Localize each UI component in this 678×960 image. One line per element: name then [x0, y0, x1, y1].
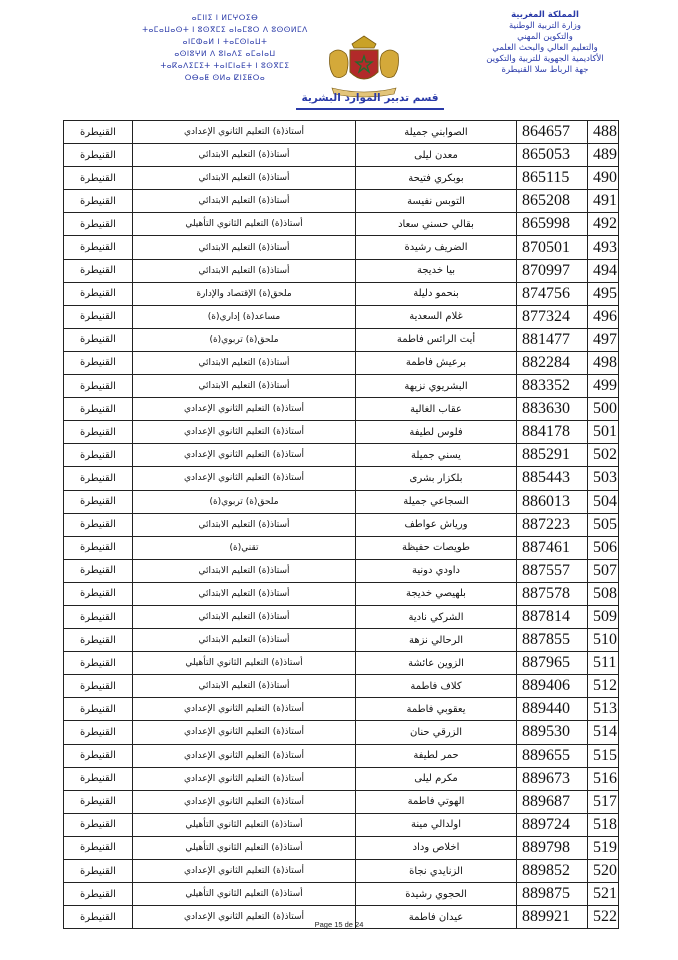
table-row — [64, 860, 619, 883]
city-cell: القنيطرة — [64, 559, 133, 582]
name-cell: الزوين عائشة — [356, 652, 517, 675]
id-cell: 865115 — [517, 167, 588, 190]
arabic-header-line: وزارة التربية الوطنية — [508, 21, 582, 31]
row-number-cell: 517 — [588, 790, 619, 813]
city-cell: القنيطرة — [64, 813, 133, 836]
table-row — [64, 351, 619, 374]
grade-cell: أستاذ(ة) التعليم الثانوي الإعدادي — [133, 860, 356, 883]
row-number-cell: 495 — [588, 282, 619, 305]
row-number-cell: 494 — [588, 259, 619, 282]
name-cell: يسني جميلة — [356, 444, 517, 467]
name-cell: مكرم ليلى — [356, 767, 517, 790]
id-cell: 877324 — [517, 305, 588, 328]
id-cell: 887814 — [517, 605, 588, 628]
name-cell: بلكزار بشرى — [356, 467, 517, 490]
city-cell: القنيطرة — [64, 328, 133, 351]
city-cell: القنيطرة — [64, 629, 133, 652]
name-cell: اولدالي مينة — [356, 813, 517, 836]
table-row — [64, 467, 619, 490]
table-row — [64, 536, 619, 559]
row-number-cell: 519 — [588, 836, 619, 859]
id-cell: 865208 — [517, 190, 588, 213]
table-row — [64, 744, 619, 767]
city-cell: القنيطرة — [64, 190, 133, 213]
city-cell: القنيطرة — [64, 582, 133, 605]
table-row — [64, 629, 619, 652]
id-cell: 889440 — [517, 698, 588, 721]
city-cell: القنيطرة — [64, 652, 133, 675]
row-number-cell: 502 — [588, 444, 619, 467]
city-cell: القنيطرة — [64, 721, 133, 744]
name-cell: الرحالي نزهة — [356, 629, 517, 652]
id-cell: 885443 — [517, 467, 588, 490]
grade-cell: ملحق(ة) تربوي(ة) — [133, 490, 356, 513]
staff-table-body — [64, 121, 619, 929]
table-row — [64, 675, 619, 698]
row-number-cell: 522 — [588, 906, 619, 929]
city-cell: القنيطرة — [64, 490, 133, 513]
grade-cell: أستاذ(ة) التعليم الثانوي التأهيلي — [133, 652, 356, 675]
name-cell: بلهيصي خديجة — [356, 582, 517, 605]
id-cell: 887855 — [517, 629, 588, 652]
city-cell: القنيطرة — [64, 906, 133, 929]
arabic-header-line: والتكوين المهني — [517, 32, 573, 42]
table-row — [64, 375, 619, 398]
row-number-cell: 515 — [588, 744, 619, 767]
row-number-cell: 516 — [588, 767, 619, 790]
grade-cell: أستاذ(ة) التعليم الابتدائي — [133, 236, 356, 259]
city-cell: القنيطرة — [64, 444, 133, 467]
row-number-cell: 488 — [588, 121, 619, 144]
name-cell: بنحمو دليلة — [356, 282, 517, 305]
name-cell: البشريوي نزيهة — [356, 375, 517, 398]
grade-cell: أستاذ(ة) التعليم الثانوي الإعدادي — [133, 121, 356, 144]
name-cell: طويصات حفيظة — [356, 536, 517, 559]
name-cell: بيا خديجة — [356, 259, 517, 282]
row-number-cell: 497 — [588, 328, 619, 351]
grade-cell: أستاذ(ة) التعليم الابتدائي — [133, 559, 356, 582]
table-row — [64, 167, 619, 190]
id-cell: 889530 — [517, 721, 588, 744]
id-cell: 889655 — [517, 744, 588, 767]
id-cell: 887223 — [517, 513, 588, 536]
row-number-cell: 513 — [588, 698, 619, 721]
id-cell: 889798 — [517, 836, 588, 859]
city-cell: القنيطرة — [64, 467, 133, 490]
city-cell: القنيطرة — [64, 421, 133, 444]
row-number-cell: 493 — [588, 236, 619, 259]
grade-cell: أستاذ(ة) التعليم الثانوي الإعدادي — [133, 790, 356, 813]
table-row — [64, 836, 619, 859]
row-number-cell: 492 — [588, 213, 619, 236]
table-row — [64, 698, 619, 721]
table-row — [64, 767, 619, 790]
table-row — [64, 328, 619, 351]
table-row — [64, 790, 619, 813]
table-row — [64, 121, 619, 144]
grade-cell: أستاذ(ة) التعليم الابتدائي — [133, 513, 356, 536]
id-cell: 881477 — [517, 328, 588, 351]
name-cell: التوبس نفيسة — [356, 190, 517, 213]
grade-cell: أستاذ(ة) التعليم الثانوي الإعدادي — [133, 398, 356, 421]
grade-cell: أستاذ(ة) التعليم الثانوي الإعدادي — [133, 721, 356, 744]
city-cell: القنيطرة — [64, 121, 133, 144]
name-cell: داودي دونية — [356, 559, 517, 582]
name-cell: الضريف رشيدة — [356, 236, 517, 259]
row-number-cell: 507 — [588, 559, 619, 582]
id-cell: 889921 — [517, 906, 588, 929]
id-cell: 889687 — [517, 790, 588, 813]
name-cell: عيدان فاطمة — [356, 906, 517, 929]
id-cell: 870501 — [517, 236, 588, 259]
name-cell: الهوتي فاطمة — [356, 790, 517, 813]
name-cell: بقالي حسني سعاد — [356, 213, 517, 236]
name-cell: الحجوي رشيدة — [356, 883, 517, 906]
row-number-cell: 496 — [588, 305, 619, 328]
table-row — [64, 513, 619, 536]
id-cell: 887557 — [517, 559, 588, 582]
table-row — [64, 652, 619, 675]
id-cell: 889852 — [517, 860, 588, 883]
name-cell: الشركي نادية — [356, 605, 517, 628]
row-number-cell: 510 — [588, 629, 619, 652]
arabic-header — [430, 10, 660, 76]
grade-cell: أستاذ(ة) التعليم الابتدائي — [133, 582, 356, 605]
grade-cell: مساعد(ة) إداري(ة) — [133, 305, 356, 328]
table-row — [64, 813, 619, 836]
name-cell: كلاف فاطمة — [356, 675, 517, 698]
name-cell: أيت الرائس فاطمة — [356, 328, 517, 351]
row-number-cell: 508 — [588, 582, 619, 605]
tifinagh-line: ⵜⴰⵎⴰⵡⴰⵙⵜ ⵏ ⵓⵙⴳⵎⵉ ⴰⵏⴰⵎⵓⵔ ⴷ ⵓⵙⵙⵍⵎⴷ — [142, 25, 308, 34]
city-cell: القنيطرة — [64, 860, 133, 883]
city-cell: القنيطرة — [64, 675, 133, 698]
arabic-header-line: المملكة المغربية — [511, 10, 579, 20]
city-cell: القنيطرة — [64, 398, 133, 421]
row-number-cell: 512 — [588, 675, 619, 698]
tifinagh-line: ⴰⵎⵏⵏⵉ ⵏ ⵍⵎⵖⵔⵉⴱ — [191, 13, 259, 22]
department-title: قسم تدبير الموارد البشرية — [301, 92, 439, 104]
row-number-cell: 490 — [588, 167, 619, 190]
grade-cell: أستاذ(ة) التعليم الابتدائي — [133, 375, 356, 398]
id-cell: 887461 — [517, 536, 588, 559]
grade-cell: ملحق(ة) الإقتصاد والإدارة — [133, 282, 356, 305]
row-number-cell: 506 — [588, 536, 619, 559]
grade-cell: أستاذ(ة) التعليم الثانوي الإعدادي — [133, 421, 356, 444]
row-number-cell: 499 — [588, 375, 619, 398]
staff-table — [63, 120, 619, 929]
grade-cell: أستاذ(ة) التعليم الثانوي الإعدادي — [133, 698, 356, 721]
name-cell: الزرقي حنان — [356, 721, 517, 744]
row-number-cell: 509 — [588, 605, 619, 628]
name-cell: الصوابني جميلة — [356, 121, 517, 144]
id-cell: 865998 — [517, 213, 588, 236]
id-cell: 889875 — [517, 883, 588, 906]
arabic-header-line: والتعليم العالي والبحث العلمي — [492, 43, 598, 53]
name-cell: معدن ليلى — [356, 144, 517, 167]
table-row — [64, 605, 619, 628]
name-cell: بوبكري فتيحة — [356, 167, 517, 190]
table-row — [64, 259, 619, 282]
name-cell: عقاب الغالية — [356, 398, 517, 421]
table-row — [64, 236, 619, 259]
grade-cell: أستاذ(ة) التعليم الثانوي الإعدادي — [133, 744, 356, 767]
row-number-cell: 489 — [588, 144, 619, 167]
grade-cell: أستاذ(ة) التعليم الابتدائي — [133, 675, 356, 698]
city-cell: القنيطرة — [64, 698, 133, 721]
name-cell: الزنايدي نجاة — [356, 860, 517, 883]
city-cell: القنيطرة — [64, 213, 133, 236]
id-cell: 887965 — [517, 652, 588, 675]
table-row — [64, 282, 619, 305]
grade-cell: أستاذ(ة) التعليم الثانوي التأهيلي — [133, 836, 356, 859]
id-cell: 885291 — [517, 444, 588, 467]
table-row — [64, 582, 619, 605]
row-number-cell: 498 — [588, 351, 619, 374]
grade-cell: أستاذ(ة) التعليم الابتدائي — [133, 190, 356, 213]
grade-cell: تقني(ة) — [133, 536, 356, 559]
row-number-cell: 514 — [588, 721, 619, 744]
name-cell: برعيش فاطمة — [356, 351, 517, 374]
city-cell: القنيطرة — [64, 744, 133, 767]
id-cell: 889724 — [517, 813, 588, 836]
name-cell: يعقوبي فاطمة — [356, 698, 517, 721]
city-cell: القنيطرة — [64, 375, 133, 398]
grade-cell: أستاذ(ة) التعليم الابتدائي — [133, 351, 356, 374]
grade-cell: أستاذ(ة) التعليم الثانوي التأهيلي — [133, 213, 356, 236]
city-cell: القنيطرة — [64, 536, 133, 559]
table-row — [64, 398, 619, 421]
coat-of-arms-emblem — [318, 34, 410, 98]
table-row — [64, 721, 619, 744]
arabic-header-line: الأكاديمية الجهوية للتربية والتكوين — [486, 54, 604, 64]
table-row — [64, 444, 619, 467]
city-cell: القنيطرة — [64, 144, 133, 167]
city-cell: القنيطرة — [64, 282, 133, 305]
id-cell: 883630 — [517, 398, 588, 421]
tifinagh-line: ⵜⴰⴽⴰⴷⵉⵎⵉⵜ ⵜⴰⵏⵎⵏⴰⴹⵜ ⵏ ⵓⵙⴳⵎⵉ — [160, 61, 290, 70]
grade-cell: أستاذ(ة) التعليم الثانوي التأهيلي — [133, 813, 356, 836]
row-number-cell: 491 — [588, 190, 619, 213]
city-cell: القنيطرة — [64, 605, 133, 628]
tifinagh-line: ⴰⵏⵎⵀⴰⵍ ⵏ ⵜⴰⵎⵙⵏⴰⵡⵜ — [182, 37, 268, 46]
city-cell: القنيطرة — [64, 836, 133, 859]
row-number-cell: 501 — [588, 421, 619, 444]
grade-cell: أستاذ(ة) التعليم الابتدائي — [133, 144, 356, 167]
city-cell: القنيطرة — [64, 790, 133, 813]
row-number-cell: 504 — [588, 490, 619, 513]
table-row — [64, 490, 619, 513]
table-row — [64, 190, 619, 213]
city-cell: القنيطرة — [64, 305, 133, 328]
id-cell: 882284 — [517, 351, 588, 374]
tifinagh-line: ⵔⴱⴰⵟ ⵙⵍⴰ ⵇⵏⵉⵟⵔⴰ — [184, 73, 266, 82]
name-cell: حمر لطيفة — [356, 744, 517, 767]
city-cell: القنيطرة — [64, 351, 133, 374]
grade-cell: أستاذ(ة) التعليم الابتدائي — [133, 605, 356, 628]
grade-cell: أستاذ(ة) التعليم الثانوي الإعدادي — [133, 467, 356, 490]
grade-cell: أستاذ(ة) التعليم الابتدائي — [133, 629, 356, 652]
id-cell: 870997 — [517, 259, 588, 282]
city-cell: القنيطرة — [64, 236, 133, 259]
name-cell: ورياش عواطف — [356, 513, 517, 536]
city-cell: القنيطرة — [64, 167, 133, 190]
table-row — [64, 883, 619, 906]
department-underline — [296, 108, 444, 110]
tifinagh-line: ⴰⵙⵏⵓⵖⵍ ⴷ ⵓⵏⴰⴷⵉ ⴰⵎⴰⵏⴰⵡ — [174, 49, 276, 58]
table-row — [64, 213, 619, 236]
id-cell: 889673 — [517, 767, 588, 790]
grade-cell: أستاذ(ة) التعليم الثانوي الإعدادي — [133, 906, 356, 929]
name-cell: فلوس لطيفة — [356, 421, 517, 444]
table-row — [64, 144, 619, 167]
name-cell: اخلاص وداد — [356, 836, 517, 859]
row-number-cell: 520 — [588, 860, 619, 883]
letterhead — [0, 0, 678, 112]
table-row — [64, 559, 619, 582]
row-number-cell: 505 — [588, 513, 619, 536]
city-cell: القنيطرة — [64, 513, 133, 536]
city-cell: القنيطرة — [64, 259, 133, 282]
id-cell: 884178 — [517, 421, 588, 444]
row-number-cell: 500 — [588, 398, 619, 421]
row-number-cell: 521 — [588, 883, 619, 906]
grade-cell: أستاذ(ة) التعليم الابتدائي — [133, 259, 356, 282]
city-cell: القنيطرة — [64, 883, 133, 906]
name-cell: غلام السعدية — [356, 305, 517, 328]
id-cell: 886013 — [517, 490, 588, 513]
tifinagh-header — [120, 12, 330, 84]
arabic-header-line: جهة الرباط سلا القنيطرة — [501, 65, 589, 75]
row-number-cell: 518 — [588, 813, 619, 836]
row-number-cell: 503 — [588, 467, 619, 490]
id-cell: 887578 — [517, 582, 588, 605]
name-cell: السجاعي جميلة — [356, 490, 517, 513]
table-row — [64, 421, 619, 444]
grade-cell: أستاذ(ة) التعليم الثانوي الإعدادي — [133, 767, 356, 790]
id-cell: 865053 — [517, 144, 588, 167]
id-cell: 889406 — [517, 675, 588, 698]
table-row — [64, 305, 619, 328]
grade-cell: أستاذ(ة) التعليم الابتدائي — [133, 167, 356, 190]
id-cell: 864657 — [517, 121, 588, 144]
id-cell: 874756 — [517, 282, 588, 305]
grade-cell: ملحق(ة) تربوي(ة) — [133, 328, 356, 351]
page-footer: Page 15 de 24 — [314, 920, 364, 929]
row-number-cell: 511 — [588, 652, 619, 675]
id-cell: 883352 — [517, 375, 588, 398]
grade-cell: أستاذ(ة) التعليم الثانوي الإعدادي — [133, 444, 356, 467]
grade-cell: أستاذ(ة) التعليم الثانوي التأهيلي — [133, 883, 356, 906]
city-cell: القنيطرة — [64, 767, 133, 790]
